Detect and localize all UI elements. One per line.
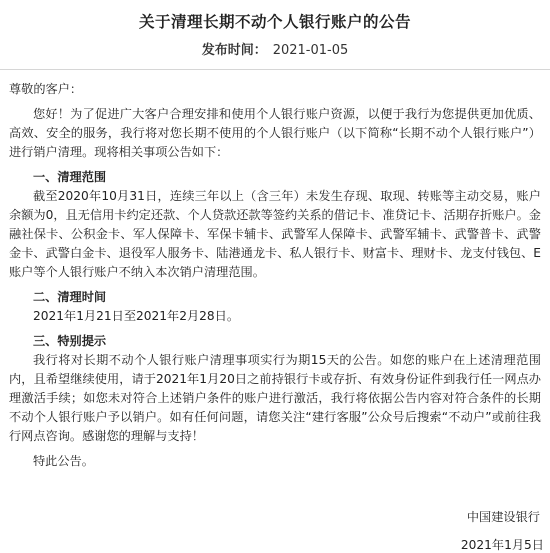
section-heading-time: 二、清理时间 bbox=[33, 290, 107, 304]
section-body-scope: 截至2020年10月31日，连续三年以上（含三年）未发生存现、取现、转账等主动交易，账户余额为0，且无信用卡约定还款、个人贷款还款等签约关系的借记卡、准贷记卡、活期存折账户。金融社保卡、公积金卡、军人保障卡、军保卡辅卡、武警军人保障卡、武警军辅卡、武警普卡、武警金卡、武警白金卡、退役军人服务卡、陆港通龙卡、私人银行卡、财富卡、理财卡、龙支付钱包、E账户等个人银行账户不纳入本次销户清理范围。 bbox=[9, 189, 541, 279]
greeting: 尊敬的客户： bbox=[9, 82, 83, 96]
publish-info bbox=[0, 39, 550, 58]
signature: 中国建设银行 bbox=[466, 510, 540, 524]
notice-title: 关于清理长期不动个人银行账户的公告 bbox=[138, 13, 411, 31]
publish-label: 发布时间： bbox=[201, 43, 267, 58]
section-body-time: 2021年1月21日至2021年2月28日。 bbox=[33, 309, 240, 323]
title-divider bbox=[0, 69, 550, 70]
section-heading-notice: 三、特别提示 bbox=[33, 334, 107, 348]
closing-line: 特此公告。 bbox=[33, 454, 94, 468]
notice-body bbox=[9, 80, 541, 471]
intro-paragraph: 您好！为了促进广大客户合理安排和使用个人银行账户资源，以便于我行为您提供更加优质、高效、安全的服务，我行将对您长期不使用的个人银行账户（以下简称“长期不动个人银行账户”）进行销户清理。现将相关事项公告如下： bbox=[9, 107, 541, 159]
signature-date: 2021年1月5日 bbox=[460, 538, 544, 552]
section-body-notice: 我行将对长期不动个人银行账户清理事项实行为期15天的公告。如您的账户在上述清理范围内，且希望继续使用，请于2021年1月20日之前持银行卡或存折、有效身份证件到我行任一网点办理激活手续；如您未对符合上述销户条件的账户进行激活，我行将依据公告内容对符合条件的长期不动个人银行账户予以销户。如有任何问题，请您关注“建行客服”公众号后搜索“不动户”或前往我行网点咨询。感谢您的理解与支持！ bbox=[9, 353, 541, 443]
section-heading-scope: 一、清理范围 bbox=[33, 170, 107, 184]
publish-date: 2021-01-05 bbox=[272, 43, 349, 58]
